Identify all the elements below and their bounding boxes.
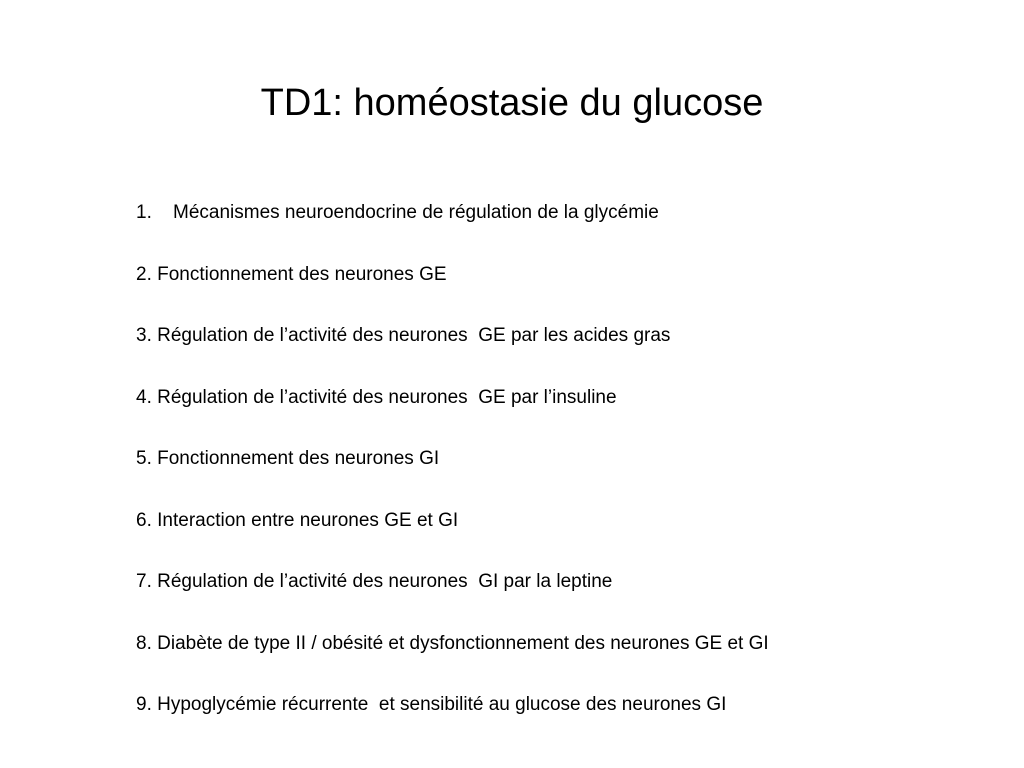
list-item-text: Mécanismes neuroendocrine de régulation de la glycémie bbox=[173, 202, 659, 223]
list-item bbox=[136, 258, 769, 320]
list-item-text: 5. Fonctionnement des neurones GI bbox=[136, 448, 440, 469]
list-item-text: 3. Régulation de l’activité des neurones GE par les acides gras bbox=[136, 325, 671, 346]
list-item bbox=[136, 196, 769, 258]
topic-list bbox=[136, 196, 769, 750]
list-item-text: 7. Régulation de l’activité des neurones GI par la leptine bbox=[136, 571, 613, 592]
list-item-text: 2. Fonctionnement des neurones GE bbox=[136, 263, 447, 285]
list-item-number: 1. bbox=[136, 202, 152, 223]
list-item bbox=[136, 688, 769, 750]
list-item bbox=[136, 381, 769, 443]
slide-title: TD1: homéostasie du glucose bbox=[260, 82, 764, 124]
list-item-text: 9. Hypoglycémie récurrente et sensibilité au glucose des neurones GI bbox=[136, 694, 727, 715]
list-item-text: 6. Interaction entre neurones GE et GI bbox=[136, 509, 459, 531]
list-item bbox=[136, 442, 769, 504]
list-item-text: 4. Régulation de l’activité des neurones GE par l’insuline bbox=[136, 386, 617, 408]
list-item bbox=[136, 565, 769, 627]
list-item bbox=[136, 319, 769, 381]
list-item-text: 8. Diabète de type II / obésité et dysfonctionnement des neurones GE et GI bbox=[136, 632, 769, 654]
list-item bbox=[136, 504, 769, 566]
list-item bbox=[136, 627, 769, 689]
